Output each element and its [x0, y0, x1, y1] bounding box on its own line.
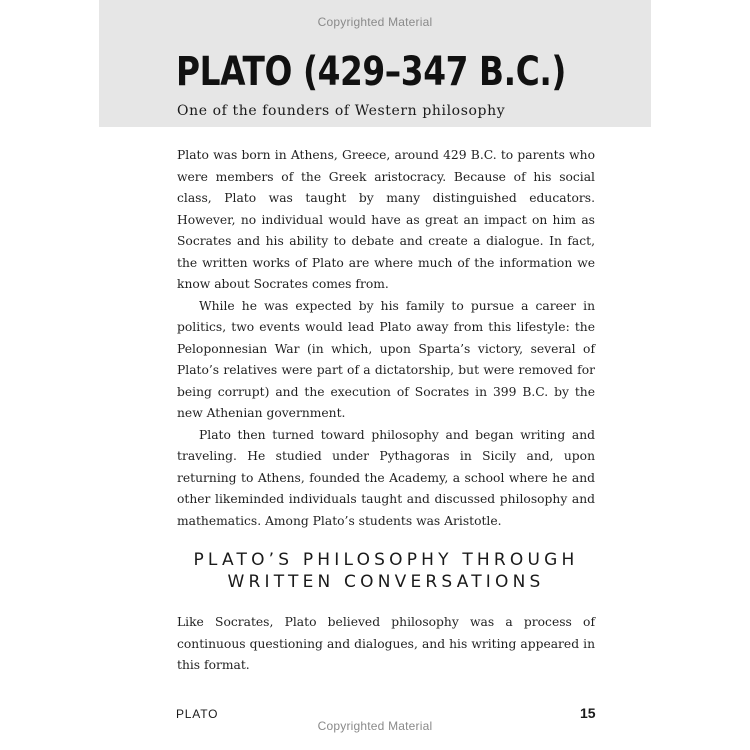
paragraph-1: Plato was born in Athens, Greece, around 429 B.C. to parents who were members of the Greek aristocracy. Because of his social class, Plato was taught by many distinguished educators. However, no individual would have as great an impact on him as Socrates and his ability to debate and create a dialogue. In fact, the written works of Plato are where much of the information we know about Socrates comes from. — [177, 148, 595, 291]
section-heading-line-2: WRITTEN CONVERSATIONS — [227, 572, 545, 592]
section-heading — [177, 549, 595, 593]
section-body-text — [177, 612, 595, 677]
page-number: 15 — [580, 705, 596, 721]
paragraph-2: While he was expected by his family to pursue a career in politics, two events would lead Plato away from this lifestyle: the Peloponnesian War (in which, upon Sparta’s victory, several of Plato’s relatives were part of a dictatorship, but were removed for being corrupt) and the execution of Socrates in 399 B.C. by the new Athenian government. — [177, 298, 595, 420]
chapter-title: PLATO (429–347 B.C.) — [176, 49, 566, 95]
body-text — [177, 145, 595, 532]
paragraph-3: Plato then turned toward philosophy and began writing and traveling. He studied under Pythagoras in Sicily and, upon returning to Athens, founded the Academy, a school where he and other likeminded individuals taught and discussed philosophy and mathematics. Among Plato’s students was Aristotle. — [177, 427, 595, 528]
running-head: PLATO — [176, 707, 219, 721]
watermark-bottom: Copyrighted Material — [317, 719, 433, 733]
section-paragraph: Like Socrates, Plato believed philosophy was a process of continuous questioning and dialogues, and his writing appeared in this format. — [177, 615, 595, 672]
section-heading-line-1: PLATO’S PHILOSOPHY THROUGH — [193, 550, 579, 570]
watermark-top: Copyrighted Material — [317, 15, 433, 29]
chapter-subtitle: One of the founders of Western philosophy — [177, 103, 506, 119]
